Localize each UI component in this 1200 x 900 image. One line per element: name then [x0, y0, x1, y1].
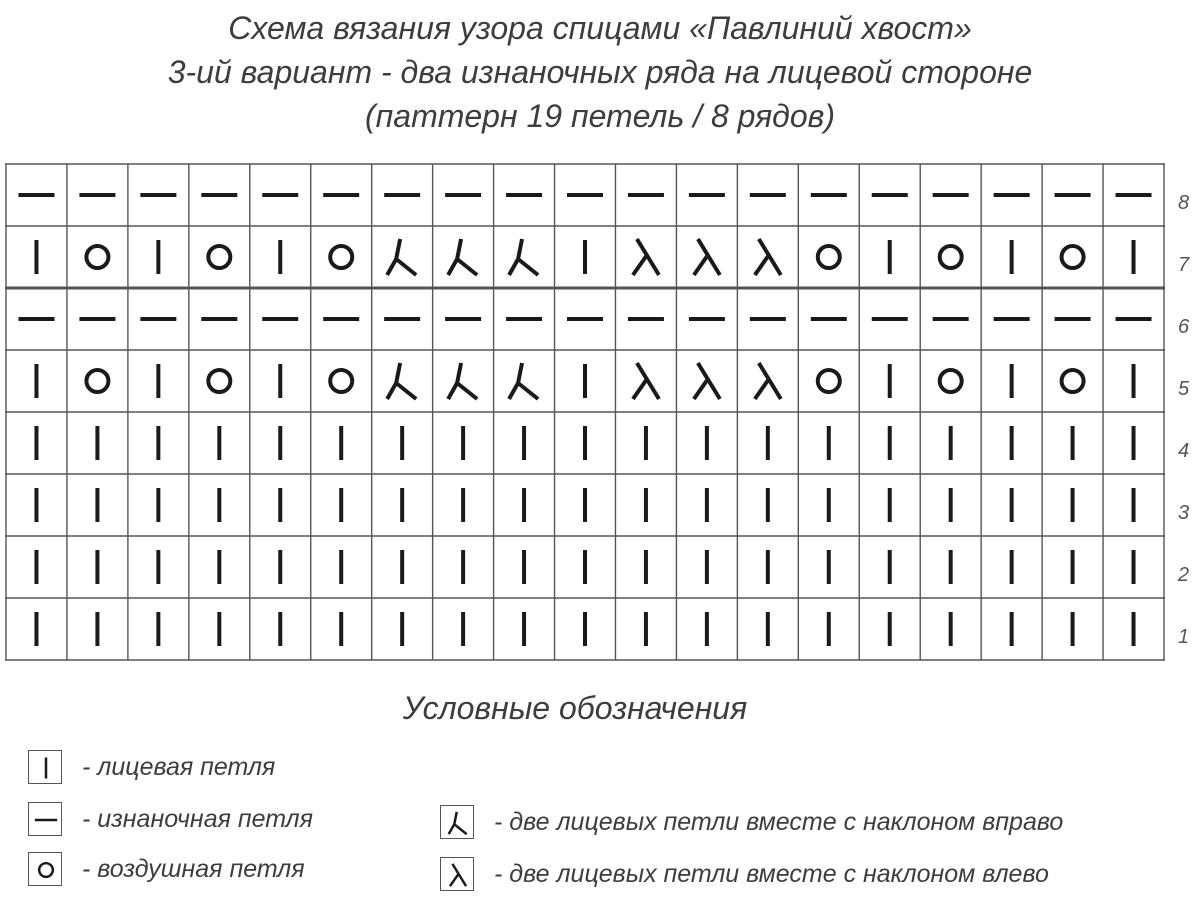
legend-item-label: - две лицевых петли вместе с наклоном влево — [494, 859, 1049, 888]
yarn-over-icon — [940, 246, 962, 268]
k2tog-left-icon — [755, 239, 781, 275]
yarn-over-icon — [28, 852, 62, 886]
k2tog-right-icon — [387, 239, 416, 275]
k2tog-left-icon — [694, 363, 720, 399]
row-number: 3 — [1178, 502, 1190, 524]
row-number: 5 — [1178, 378, 1190, 400]
k2tog-right-icon — [509, 239, 538, 275]
legend-title: Условные обозначения — [402, 690, 748, 726]
legend-item-k2tog-left — [440, 857, 1049, 891]
yarn-over-icon — [818, 370, 840, 392]
k2tog-right-icon — [440, 805, 474, 839]
k2tog-left-icon — [633, 363, 659, 399]
chart-title-line-3: (паттерн 19 петель / 8 рядов) — [365, 98, 835, 134]
yarn-over-icon — [208, 370, 230, 392]
knit-icon — [28, 750, 62, 784]
row-number: 8 — [1178, 192, 1190, 214]
chart-row — [36, 550, 1133, 584]
k2tog-right-icon — [448, 363, 477, 399]
row-number: 4 — [1178, 440, 1190, 462]
legend-item-knit — [28, 750, 275, 784]
row-number: 6 — [1178, 316, 1190, 338]
chart-row — [36, 426, 1133, 460]
yarn-over-icon — [330, 370, 352, 392]
legend-item-k2tog-right — [440, 805, 1063, 839]
yarn-over-icon — [940, 370, 962, 392]
k2tog-left-icon — [440, 857, 474, 891]
yarn-over-icon — [1062, 246, 1084, 268]
k2tog-right-icon — [448, 239, 477, 275]
yarn-over-icon — [1062, 370, 1084, 392]
k2tog-right-icon — [509, 363, 538, 399]
row-number: 2 — [1178, 564, 1190, 586]
row-number: 1 — [1178, 626, 1190, 648]
chart-grid — [5, 164, 1165, 660]
yarn-over-icon — [330, 246, 352, 268]
k2tog-left-icon — [755, 363, 781, 399]
yarn-over-icon — [818, 246, 840, 268]
chart-row — [36, 612, 1133, 646]
chart-row — [36, 363, 1133, 399]
legend-item-label: - две лицевых петли вместе с наклоном вправо — [494, 807, 1064, 836]
yarn-over-icon — [86, 246, 108, 268]
legend-item-label: - изнаночная петля — [82, 804, 314, 833]
purl-icon — [28, 802, 62, 836]
chart-title-line-1: Схема вязания узора спицами «Павлиний хвост» — [228, 10, 972, 46]
k2tog-right-icon — [387, 363, 416, 399]
legend-item-yarn-over — [28, 852, 305, 886]
chart-title-line-2: 3-ий вариант - два изнаночных ряда на лицевой стороне — [167, 54, 1033, 90]
legend-item-label: - воздушная петля — [82, 854, 305, 883]
chart-row — [36, 239, 1133, 275]
yarn-over-icon — [208, 246, 230, 268]
row-number: 7 — [1178, 254, 1190, 276]
k2tog-left-icon — [633, 239, 659, 275]
legend-item-purl — [28, 802, 313, 836]
yarn-over-icon — [86, 370, 108, 392]
legend-item-label: - лицевая петля — [82, 752, 276, 781]
k2tog-left-icon — [694, 239, 720, 275]
chart-row — [36, 488, 1133, 522]
